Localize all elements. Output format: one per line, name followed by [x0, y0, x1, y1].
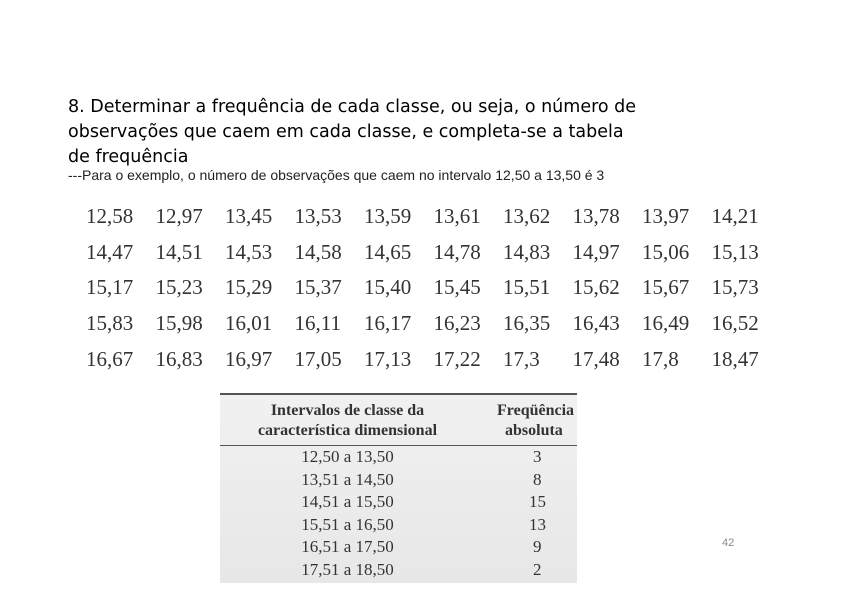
heading-line-3: de frequência: [68, 147, 189, 167]
table-row: [220, 514, 577, 537]
frequency-cell: 8: [533, 469, 542, 489]
observation-cell: 13,78: [572, 204, 620, 229]
table-row: [220, 469, 577, 492]
observation-cell: 16,35: [503, 311, 551, 336]
observation-cell: 14,65: [364, 239, 412, 264]
observation-cell: 15,06: [642, 239, 690, 264]
observation-cell: 17,8: [642, 346, 679, 371]
observation-cell: 13,59: [364, 204, 412, 229]
slide-heading: [68, 95, 708, 170]
header-line: absoluta: [505, 422, 563, 439]
interval-cell: 17,51 a 18,50: [301, 559, 394, 579]
example-note: ---Para o exemplo, o número de observações que caem no intervalo 12,50 a 13,50 é 3: [68, 167, 605, 183]
header-line: característica dimensional: [257, 422, 438, 439]
observation-cell: 15,73: [711, 275, 759, 300]
observation-cell: 16,43: [572, 311, 620, 336]
table-row: [82, 270, 777, 306]
observation-cell: 14,83: [503, 239, 551, 264]
frequency-table: [220, 393, 577, 582]
observation-cell: 18,47: [711, 346, 759, 371]
observation-cell: 13,61: [433, 204, 481, 229]
observation-cell: 15,62: [572, 275, 620, 300]
header-line: Intervalos de classe da: [270, 402, 425, 419]
observation-cell: 17,05: [294, 346, 342, 371]
interval-cell: 15,51 a 16,50: [301, 514, 394, 534]
observation-cell: 16,11: [294, 311, 341, 336]
observation-cell: 15,13: [711, 239, 759, 264]
observation-cell: 15,45: [433, 275, 481, 300]
observation-cell: 17,13: [364, 346, 412, 371]
observation-cell: 13,45: [225, 204, 273, 229]
table-row: [220, 559, 577, 582]
observation-cell: 15,83: [86, 311, 134, 336]
frequency-cell: 3: [533, 447, 542, 466]
observation-cell: 16,01: [225, 311, 273, 336]
observation-cell: 14,97: [572, 239, 620, 264]
observation-cell: 14,58: [294, 239, 342, 264]
observation-cell: 12,97: [155, 204, 203, 229]
table-row: [220, 446, 577, 469]
observation-cell: 15,37: [294, 275, 342, 300]
observation-cell: 13,97: [642, 204, 690, 229]
table-row: [82, 306, 777, 342]
observation-cell: 17,48: [572, 346, 620, 371]
observation-cell: 15,98: [155, 311, 203, 336]
table-row: [220, 491, 577, 514]
observation-cell: 14,47: [86, 239, 134, 264]
heading-line-1: 8. Determinar a frequência de cada classe, ou seja, o número de: [68, 97, 637, 117]
observation-cell: 15,23: [155, 275, 203, 300]
page-number: 42: [722, 537, 735, 549]
observation-cell: 15,40: [364, 275, 412, 300]
interval-cell: 14,51 a 15,50: [301, 492, 394, 512]
observation-cell: 17,22: [433, 346, 481, 371]
header-line: Freqüência: [497, 402, 575, 419]
header-class-interval: [220, 394, 475, 446]
observation-cell: 16,49: [642, 311, 690, 336]
heading-line-2: observações que caem em cada classe, e completa-se a tabela: [68, 122, 624, 142]
observation-cell: 12,58: [86, 204, 134, 229]
observation-cell: 15,67: [642, 275, 690, 300]
frequency-cell: 15: [529, 492, 546, 512]
frequency-table-header: [220, 394, 577, 446]
observation-cell: 15,51: [503, 275, 551, 300]
frequency-cell: 13: [529, 514, 546, 534]
observations-table: [82, 199, 777, 377]
observation-cell: 14,78: [433, 239, 481, 264]
observation-cell: 17,3: [503, 346, 540, 371]
observation-cell: 16,83: [155, 346, 203, 371]
observation-cell: 16,23: [433, 311, 481, 336]
observation-cell: 14,21: [711, 204, 759, 229]
frequency-cell: 9: [533, 537, 542, 557]
observation-cell: 14,53: [225, 239, 273, 264]
table-row: [82, 341, 777, 377]
interval-cell: 16,51 a 17,50: [301, 537, 394, 557]
table-row: [82, 199, 777, 235]
observation-cell: 16,52: [711, 311, 759, 336]
observation-cell: 16,17: [364, 311, 412, 336]
frequency-table-image: [220, 393, 577, 583]
observation-cell: 13,62: [503, 204, 551, 229]
observation-cell: 14,51: [155, 239, 203, 264]
observation-cell: 15,29: [225, 275, 273, 300]
observation-cell: 16,97: [225, 346, 273, 371]
table-row: [220, 536, 577, 559]
observation-cell: 16,67: [86, 346, 134, 371]
table-row: [82, 235, 777, 271]
header-absolute-frequency: [475, 394, 577, 446]
interval-cell: 12,50 a 13,50: [301, 447, 394, 466]
frequency-cell: 2: [533, 559, 542, 579]
observation-cell: 15,17: [86, 275, 134, 300]
interval-cell: 13,51 a 14,50: [301, 469, 394, 489]
observation-cell: 13,53: [294, 204, 342, 229]
